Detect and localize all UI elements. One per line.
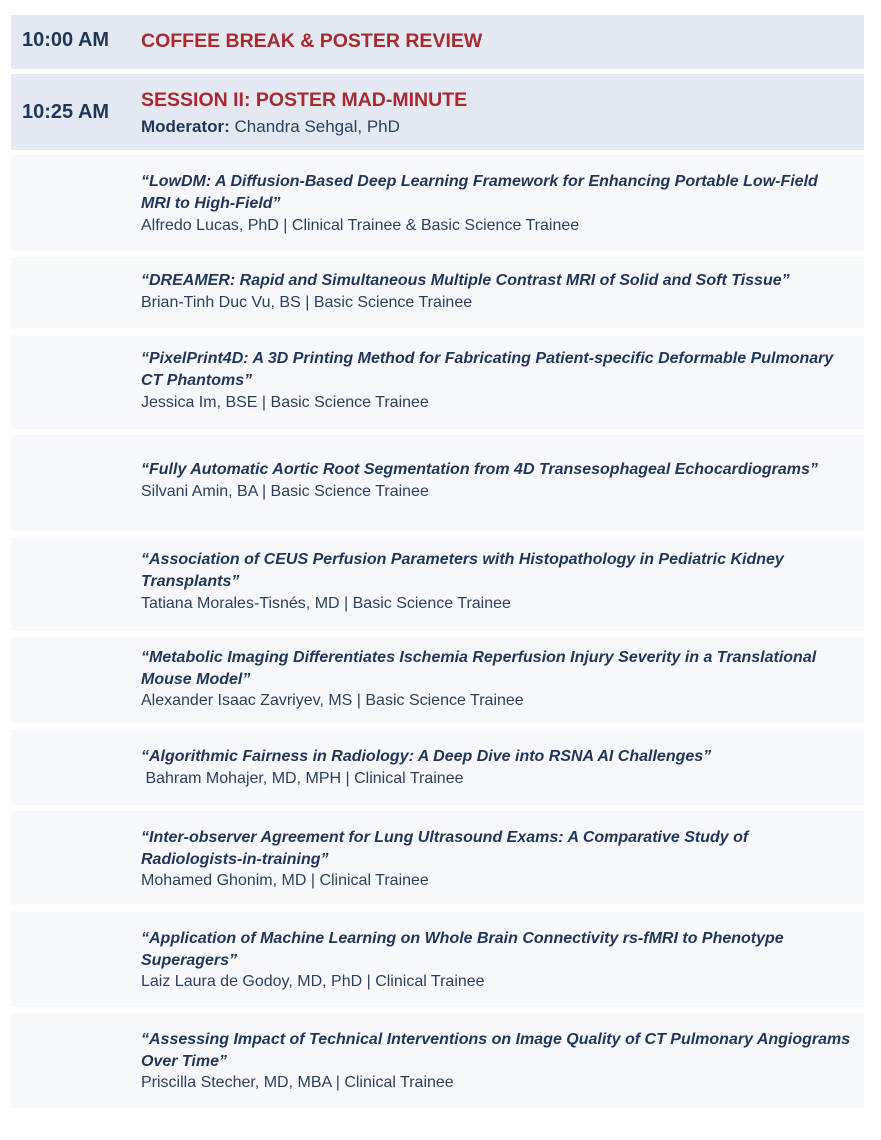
talk-title: “Fully Automatic Aortic Root Segmentation from 4D Transesophageal Echocardiograms”	[141, 461, 818, 478]
talk-author: Alfredo Lucas, PhD | Clinical Trainee & Basic Science Trainee	[141, 217, 580, 234]
talk-row	[11, 811, 864, 905]
talk-title: “DREAMER: Rapid and Simultaneous Multiple Contrast MRI of Solid and Soft Tissue”	[141, 272, 790, 289]
talk-author: Mohamed Ghonim, MD | Clinical Trainee	[141, 872, 429, 889]
talk-author: Jessica Im, BSE | Basic Science Trainee	[141, 394, 429, 411]
talk-row	[11, 1013, 864, 1108]
talk-row	[11, 637, 864, 723]
talk-author: Tatiana Morales-Tisnés, MD | Basic Science Trainee	[141, 595, 511, 612]
talk-row	[11, 155, 864, 251]
talk-author: Silvani Amin, BA | Basic Science Trainee	[141, 483, 429, 500]
talk-title: “Application of Machine Learning on Whole Brain Connectivity rs-fMRI to Phenotype Superagers”	[141, 930, 784, 969]
talk-title: “Assessing Impact of Technical Interventions on Image Quality of CT Pulmonary Angiograms Over Time”	[141, 1031, 851, 1070]
talk-author: Bahram Mohajer, MD, MPH | Clinical Trainee	[141, 770, 464, 787]
talk-author: Priscilla Stecher, MD, MBA | Clinical Trainee	[141, 1074, 454, 1091]
talk-row	[11, 729, 864, 805]
talk-row	[11, 435, 864, 531]
talk-author: Laiz Laura de Godoy, MD, PhD | Clinical Trainee	[141, 973, 485, 990]
talk-title: “PixelPrint4D: A 3D Printing Method for Fabricating Patient-specific Deformable Pulmonary CT Phantoms”	[141, 350, 834, 389]
coffee-time: 10:00 AM	[22, 29, 110, 51]
talk-row	[11, 911, 864, 1007]
talk-title: “LowDM: A Diffusion-Based Deep Learning Framework for Enhancing Portable Low-Field MRI to High-Field”	[141, 173, 818, 212]
talk-author: Alexander Isaac Zavriyev, MS | Basic Science Trainee	[141, 692, 524, 709]
talk-title: “Inter-observer Agreement for Lung Ultrasound Exams: A Comparative Study of Radiologists-in-training”	[141, 829, 749, 868]
talk-row	[11, 537, 864, 631]
session-moderator	[141, 117, 400, 137]
talk-title: “Algorithmic Fairness in Radiology: A Deep Dive into RSNA AI Challenges”	[141, 748, 712, 765]
agenda-row-session-two	[11, 74, 864, 150]
session-title: SESSION II: POSTER MAD-MINUTE	[141, 89, 468, 111]
talk-row	[11, 335, 864, 429]
session-time: 10:25 AM	[22, 101, 110, 123]
moderator-label: Moderator:	[141, 117, 230, 136]
talk-author: Brian-Tinh Duc Vu, BS | Basic Science Trainee	[141, 294, 473, 311]
talk-title: “Association of CEUS Perfusion Parameters with Histopathology in Pediatric Kidney Transplants”	[141, 551, 784, 590]
talk-row	[11, 257, 864, 329]
coffee-title: COFFEE BREAK & POSTER REVIEW	[141, 30, 483, 52]
moderator-name: Chandra Sehgal, PhD	[229, 117, 400, 136]
agenda-row-coffee-break	[11, 15, 864, 69]
talk-title: “Metabolic Imaging Differentiates Ischemia Reperfusion Injury Severity in a Translational Mouse Model”	[141, 649, 817, 688]
